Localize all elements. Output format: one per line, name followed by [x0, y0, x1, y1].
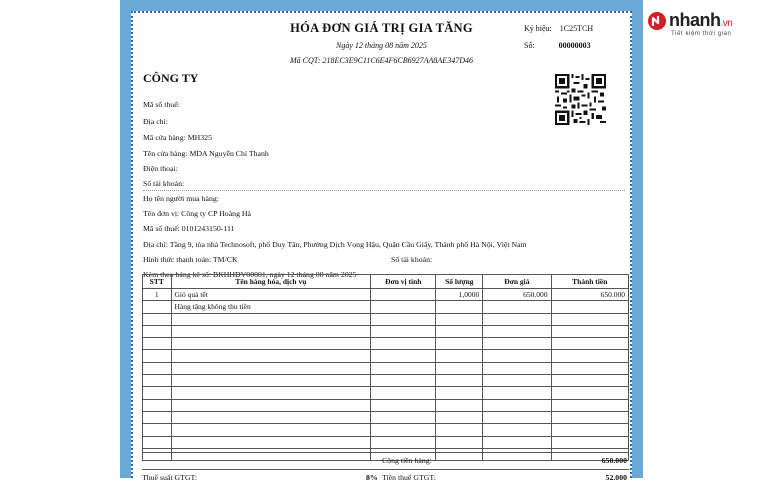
table-row-empty [143, 399, 629, 411]
table-cell: 1 [143, 289, 172, 301]
table-row [143, 301, 629, 313]
col-header: STT [143, 275, 172, 289]
table-row-empty [143, 411, 629, 423]
vat-rate-value: 8% [366, 473, 378, 482]
seller-account: Số tài khoản: [143, 179, 185, 188]
vat-rate-label: Thuế suất GTGT: [142, 473, 198, 482]
table-cell: 650.000 [551, 289, 628, 301]
table-header-row [143, 275, 629, 289]
col-header: Đơn giá [483, 275, 551, 289]
table-row-empty [143, 350, 629, 362]
table-row [143, 289, 629, 301]
table-cell: Hàng tặng không thu tiền [171, 301, 371, 313]
subtotal-label: Cộng tiền hàng: [382, 456, 432, 465]
invoice-number: Số: 00000003 [524, 41, 591, 50]
table-cell [483, 301, 551, 313]
invoice-document [120, 0, 643, 482]
divider [143, 190, 625, 191]
buyer-tax-code: Mã số thuế: 0101243150-111 [143, 224, 235, 233]
table-cell [143, 301, 172, 313]
table-row-empty [143, 313, 629, 325]
brand-name: nhanh.vn [669, 10, 733, 30]
table-row-empty [143, 387, 629, 399]
subtotal-row [142, 452, 629, 465]
brand-logo [645, 8, 763, 42]
seller-company-name: CÔNG TY [143, 71, 199, 85]
col-header: Tên hàng hóa, dịch vụ [171, 275, 371, 289]
table-cell: 1,0000 [436, 289, 483, 301]
vat-label: Tiền thuế GTGT: [382, 473, 436, 482]
seller-tax-code: Mã số thuế: [143, 100, 180, 109]
qr-code-icon [555, 74, 606, 125]
seller-phone: Điện thoại: [143, 164, 178, 173]
brand-tagline: Tiết kiệm thời gian [671, 31, 732, 37]
buyer-address: Địa chỉ: Tầng 9, tòa nhà Technosoft, phố Duy Tân, Phường Dịch Vọng Hậu, Quận Cầu Giấy, Thành phố Hà Nội, Việt Nam [143, 240, 527, 249]
nhanh-logo-icon [647, 11, 667, 31]
table-cell: Giỏ quà tết [171, 289, 371, 301]
table-row-empty [143, 338, 629, 350]
attached-list: Kèm theo bảng kê số: BKHHDV00001, ngày 12 tháng 08 năm 2025 [143, 270, 357, 279]
seller-address: Địa chỉ: [143, 117, 168, 126]
table-row-empty [143, 325, 629, 337]
table-cell [371, 289, 436, 301]
col-header: Thành tiền [551, 275, 628, 289]
col-header: Đơn vị tính [371, 275, 436, 289]
table-cell [436, 301, 483, 313]
vat-row [142, 469, 629, 482]
table-cell [551, 301, 628, 313]
table-row-empty [143, 424, 629, 436]
table-row-empty [143, 375, 629, 387]
store-name: Tên cửa hàng: MDA Nguyễn Chí Thanh [143, 149, 269, 158]
payment-method: Hình thức thanh toán: TM/CK [143, 255, 238, 264]
subtotal-value: 650.000 [601, 456, 627, 465]
invoice-title: HÓA ĐƠN GIÁ TRỊ GIA TĂNG [290, 21, 473, 35]
items-table [142, 274, 629, 461]
buyer-unit: Tên đơn vị: Công ty CP Hoàng Hà [143, 209, 252, 218]
cqt-code: Mã CQT: 218EC3E9C11C6E4F6CB6927AA8AE347D46 [290, 56, 473, 65]
symbol-field: Ký hiệu: 1C25TCH [524, 24, 594, 33]
col-header: Số lượng [436, 275, 483, 289]
table-row-empty [143, 362, 629, 374]
table-row-empty [143, 436, 629, 448]
table-cell: 650.000 [483, 289, 551, 301]
store-code: Mã cửa hàng: MH325 [143, 133, 212, 142]
buyer-account: Số tài khoản: [391, 255, 433, 264]
vat-value: 52.000 [605, 473, 627, 482]
buyer-name: Họ tên người mua hàng: [143, 194, 219, 203]
table-cell [371, 301, 436, 313]
invoice-date: Ngày 12 tháng 08 năm 2025 [336, 41, 427, 50]
